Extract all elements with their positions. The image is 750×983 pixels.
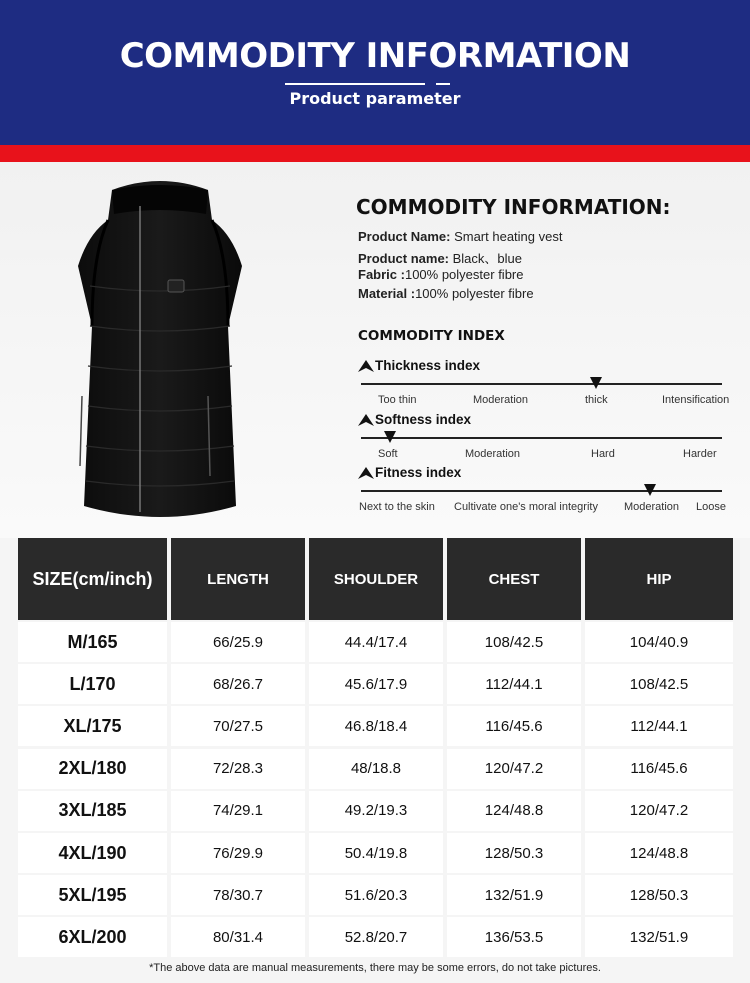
table-header-cell: CHEST — [447, 538, 581, 620]
table-cell: 128/50.3 — [585, 875, 733, 915]
info-value: Smart heating vest — [450, 229, 563, 244]
info-row — [358, 229, 562, 244]
scale-label: Harder — [683, 448, 717, 460]
table-cell: 76/29.9 — [171, 833, 305, 873]
index-name: Thickness index — [375, 358, 481, 373]
table-size-cell: 3XL/185 — [18, 791, 167, 831]
table-cell: 132/51.9 — [585, 917, 733, 957]
table-cell: 52.8/20.7 — [309, 917, 443, 957]
table-header-cell: LENGTH — [171, 538, 305, 620]
scale-label: Moderation — [465, 448, 521, 460]
scale-label: Too thin — [378, 394, 417, 406]
table-cell: 108/42.5 — [447, 622, 581, 662]
scale-label: Moderation — [473, 394, 529, 406]
thickness-scale — [361, 383, 722, 385]
table-cell: 44.4/17.4 — [309, 622, 443, 662]
title-underline — [285, 83, 425, 85]
table-size-cell: 5XL/195 — [18, 875, 167, 915]
info-label: Fabric : — [358, 267, 405, 282]
table-cell: 136/53.5 — [447, 917, 581, 957]
table-cell: 108/42.5 — [585, 664, 733, 704]
table-cell: 70/27.5 — [171, 706, 305, 746]
scale-label: Soft — [378, 448, 398, 460]
scale-label: Intensification — [662, 394, 730, 406]
table-header-cell: HIP — [585, 538, 733, 620]
vest-image — [60, 176, 260, 528]
scale-label: Loose — [696, 501, 726, 513]
table-cell: 51.6/20.3 — [309, 875, 443, 915]
table-cell: 128/50.3 — [447, 833, 581, 873]
table-cell: 50.4/19.8 — [309, 833, 443, 873]
table-size-cell: 6XL/200 — [18, 917, 167, 957]
index-name: Fitness index — [375, 465, 462, 480]
table-cell: 45.6/17.9 — [309, 664, 443, 704]
table-header-cell: SHOULDER — [309, 538, 443, 620]
index-name: Softness index — [375, 412, 472, 427]
table-cell: 120/47.2 — [585, 791, 733, 831]
table-size-cell: XL/175 — [18, 706, 167, 746]
table-cell: 66/25.9 — [171, 622, 305, 662]
table-cell: 72/28.3 — [171, 749, 305, 789]
info-title: COMMODITY INFORMATION: — [356, 195, 671, 219]
info-value: Black、blue — [449, 251, 522, 266]
scale-label: Moderation — [624, 501, 680, 513]
table-size-cell: 4XL/190 — [18, 833, 167, 873]
table-header-cell: SIZE(cm/inch) — [18, 538, 167, 620]
table-cell: 120/47.2 — [447, 749, 581, 789]
info-value: 100% polyester fibre — [404, 267, 524, 282]
table-cell: 112/44.1 — [585, 706, 733, 746]
softness-marker — [384, 431, 396, 443]
footnote: *The above data are manual measurements, there may be some errors, do not take pictures. — [149, 962, 601, 974]
table-cell: 48/18.8 — [309, 749, 443, 789]
softness-scale — [361, 437, 722, 439]
table-size-cell: M/165 — [18, 622, 167, 662]
red-stripe — [0, 145, 750, 162]
fitness-index-heading — [358, 465, 461, 480]
table-cell: 80/31.4 — [171, 917, 305, 957]
index-title: COMMODITY INDEX — [358, 328, 505, 344]
table-cell: 104/40.9 — [585, 622, 733, 662]
table-cell: 46.8/18.4 — [309, 706, 443, 746]
info-value: 100% polyester fibre — [415, 286, 534, 301]
thickness-marker — [590, 377, 602, 389]
info-row — [358, 248, 522, 267]
arrow-icon — [358, 414, 374, 426]
info-label: Material : — [358, 286, 416, 301]
table-cell: 124/48.8 — [447, 791, 581, 831]
info-row — [358, 286, 534, 301]
page-title: COMMODITY INFORMATION — [119, 36, 631, 76]
fitness-scale — [361, 490, 722, 492]
info-label: Product Name: — [358, 229, 451, 244]
thickness-index-heading — [358, 358, 480, 373]
table-cell: 116/45.6 — [447, 706, 581, 746]
table-cell: 132/51.9 — [447, 875, 581, 915]
info-row — [358, 267, 523, 282]
table-cell: 78/30.7 — [171, 875, 305, 915]
table-cell: 112/44.1 — [447, 664, 581, 704]
scale-label: Hard — [591, 448, 615, 460]
title-underline-short — [436, 83, 450, 85]
table-cell: 49.2/19.3 — [309, 791, 443, 831]
page-subtitle: Product parameter — [289, 89, 461, 108]
table-cell: 68/26.7 — [171, 664, 305, 704]
table-cell: 116/45.6 — [585, 749, 733, 789]
table-cell: 74/29.1 — [171, 791, 305, 831]
fitness-marker — [644, 484, 656, 496]
table-size-cell: L/170 — [18, 664, 167, 704]
arrow-icon — [358, 360, 374, 372]
softness-index-heading — [358, 412, 471, 427]
scale-label: thick — [585, 394, 608, 406]
table-size-cell: 2XL/180 — [18, 749, 167, 789]
table-cell: 124/48.8 — [585, 833, 733, 873]
scale-label: Next to the skin — [359, 501, 435, 513]
arrow-icon — [358, 467, 374, 479]
info-label: Product name: — [358, 251, 450, 266]
scale-label: Cultivate one's moral integrity — [454, 501, 598, 513]
